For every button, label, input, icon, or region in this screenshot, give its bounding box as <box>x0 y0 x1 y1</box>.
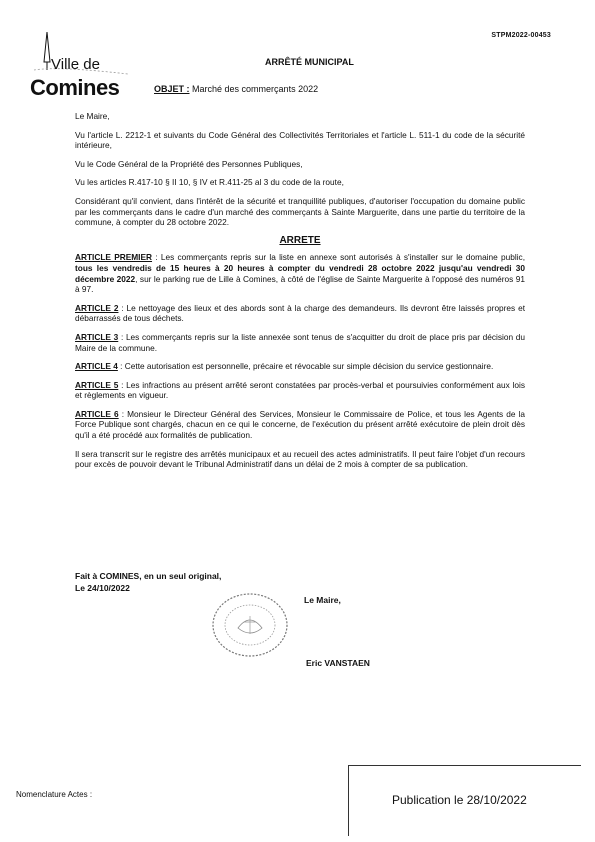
article-label: ARTICLE PREMIER <box>75 252 153 263</box>
intro-maire: Le Maire, <box>75 111 110 121</box>
signer-name: Eric VANSTAEN <box>306 658 370 668</box>
logo-ville-text: Ville de <box>51 56 100 73</box>
article-text: : Monsieur le Directeur Général des Services, Monsieur le Commissaire de Police, et tous les Agents de la Force Publique sont chargés, chacun en ce qui le concerne, de l'exécution du présent arrêté exécutoire de plein droit dès qu'il a été procédé aux formalités de publication. <box>75 408 526 441</box>
fait-a-block <box>75 570 221 594</box>
intro-considerant: Considérant qu'il convient, dans l'intérêt de la sécurité et tranquillité publiques, d'autoriser l'occupation du domaine public par les commerçants dans le cadre d'un marché des commerçants à Sainte Marguerite, dans une partie du territoire de la commune, à compter du 28 octobre 2022. <box>75 195 525 228</box>
article-text: : Cette autorisation est personnelle, précaire et révocable sur simple décision du service gestionnaire. <box>117 361 494 372</box>
article-bold-text: tous les vendredis de 15 heures à 20 heures à compter du vendredi 28 octobre 2022 jusqu'au vendredi 30 décembre 2022 <box>75 262 525 284</box>
objet-label: OBJET : <box>154 84 190 94</box>
article-5 <box>75 380 525 401</box>
document-reference: STPM2022-00453 <box>491 32 551 39</box>
signature-role: Le Maire, <box>304 595 341 605</box>
intro-vu-cgct: Vu l'article L. 2212-1 et suivants du Code Général des Collectivités Territoriales et l'article L. 511-1 du code de la sécurité intérieure, <box>75 129 525 151</box>
article-text-after: , sur le parking rue de Lille à Comines, à côté de l'église de Sainte Marguerite à l'opposé des numéros 91 à 97. <box>75 273 525 295</box>
municipal-seal-stamp <box>210 592 290 658</box>
article-label: ARTICLE 5 <box>75 379 119 390</box>
objet-text: Marché des commerçants 2022 <box>192 84 319 94</box>
document-title: ARRÊTÉ MUNICIPAL <box>265 57 354 67</box>
article-premier <box>75 252 525 294</box>
arrete-heading: ARRETE <box>279 234 321 246</box>
fait-line: Fait à COMINES, en un seul original, <box>75 571 222 581</box>
publication-date: Publication le 28/10/2022 <box>392 793 527 807</box>
objet-line <box>154 84 318 94</box>
article-label: ARTICLE 2 <box>75 302 119 313</box>
closing-paragraph: Il sera transcrit sur le registre des arrêtés municipaux et au recueil des actes administratifs. Il peut faire l'objet d'un recours pour excès de pouvoir devant le Tribunal Administratif dans un délai de 2 mois à compter de sa publication. <box>75 448 525 470</box>
nomenclature-label: Nomenclature Actes : <box>16 790 93 799</box>
article-text: : Les commerçants repris sur la liste annexée sont tenus de s'acquitter du droit de place pris par décision du Maire de la commune. <box>75 331 526 353</box>
article-3 <box>75 332 525 353</box>
article-text: : Les commerçants repris sur la liste en annexe sont autorisés à s'installer sur le domaine public, <box>152 252 525 263</box>
article-label: ARTICLE 6 <box>75 408 119 419</box>
article-4 <box>75 361 525 372</box>
article-text: : Les infractions au présent arrêté seront constatées par procès-verbal et poursuivies conformément aux lois et règlements en vigueur. <box>75 379 525 401</box>
article-6 <box>75 409 525 441</box>
logo-comines-text: Comines <box>30 75 120 100</box>
date-line: Le 24/10/2022 <box>75 583 130 593</box>
city-logo <box>28 32 138 104</box>
article-label: ARTICLE 4 <box>75 361 118 372</box>
article-label: ARTICLE 3 <box>75 331 119 342</box>
document-body <box>75 111 525 478</box>
intro-vu-cg3p: Vu le Code Général de la Propriété des Personnes Publiques, <box>75 158 303 169</box>
intro-vu-route: Vu les articles R.417-10 § II 10, § IV et R.411-25 al 3 du code de la route, <box>75 177 344 188</box>
article-text: : Le nettoyage des lieux et des abords sont à la charge des demandeurs. Ils devront être laissés propres et débarrassés de tous déchets. <box>75 302 526 324</box>
article-2 <box>75 303 525 324</box>
